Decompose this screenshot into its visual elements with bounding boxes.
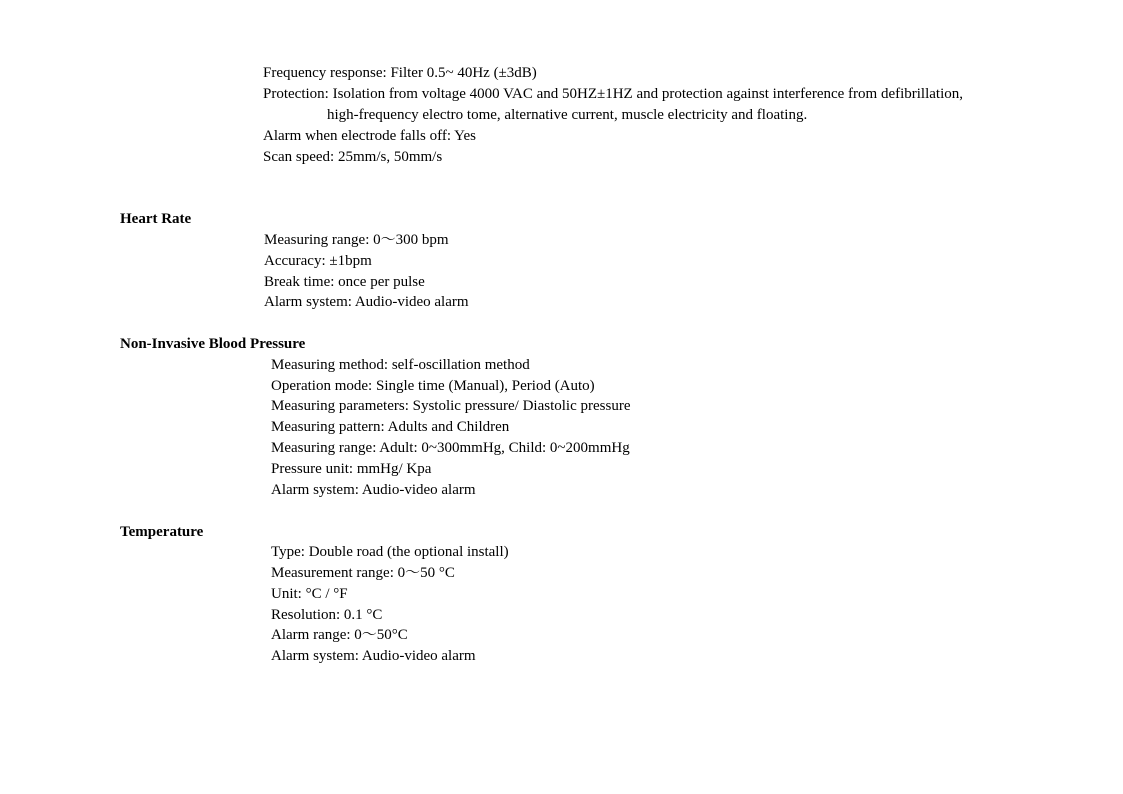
spec-line: Unit: °C / °F bbox=[271, 586, 348, 602]
spec-line: Measuring method: self-oscillation method bbox=[271, 357, 530, 373]
spec-line: Break time: once per pulse bbox=[264, 274, 425, 290]
spec-line: Alarm system: Audio-video alarm bbox=[271, 482, 476, 498]
spec-line: Resolution: 0.1 °C bbox=[271, 607, 383, 623]
spec-line: Pressure unit: mmHg/ Kpa bbox=[271, 461, 432, 477]
spec-protection: Protection: Isolation from voltage 4000 VAC and 50HZ±1HZ and protection against interference from defibrillation, bbox=[263, 86, 964, 102]
spec-line: Measuring range: 0～300 bpm bbox=[264, 232, 449, 248]
spec-scan-speed: Scan speed: 25mm/s, 50mm/s bbox=[263, 149, 443, 165]
spec-line: Alarm system: Audio-video alarm bbox=[264, 294, 469, 310]
spec-protection-continued: high-frequency electro tome, alternative current, muscle electricity and floating. bbox=[327, 107, 808, 123]
spec-line: Measuring parameters: Systolic pressure/ Diastolic pressure bbox=[271, 398, 631, 414]
spec-frequency-response: Frequency response: Filter 0.5~ 40Hz (±3dB) bbox=[263, 65, 537, 81]
section-heading-heart-rate: Heart Rate bbox=[120, 211, 192, 227]
spec-line: Type: Double road (the optional install) bbox=[271, 544, 509, 560]
spec-line: Operation mode: Single time (Manual), Period (Auto) bbox=[271, 378, 595, 394]
spec-line: Accuracy: ±1bpm bbox=[264, 253, 372, 269]
spec-electrode-alarm: Alarm when electrode falls off: Yes bbox=[263, 128, 477, 144]
spec-line: Alarm system: Audio-video alarm bbox=[271, 648, 476, 664]
spec-line: Measuring pattern: Adults and Children bbox=[271, 419, 510, 435]
spec-line: Alarm range: 0～50°C bbox=[271, 627, 408, 643]
section-heading-temperature: Temperature bbox=[120, 524, 204, 540]
section-heading-nibp: Non-Invasive Blood Pressure bbox=[120, 336, 306, 352]
spec-line: Measurement range: 0～50 °C bbox=[271, 565, 455, 581]
spec-line: Measuring range: Adult: 0~300mmHg, Child: 0~200mmHg bbox=[271, 440, 630, 456]
